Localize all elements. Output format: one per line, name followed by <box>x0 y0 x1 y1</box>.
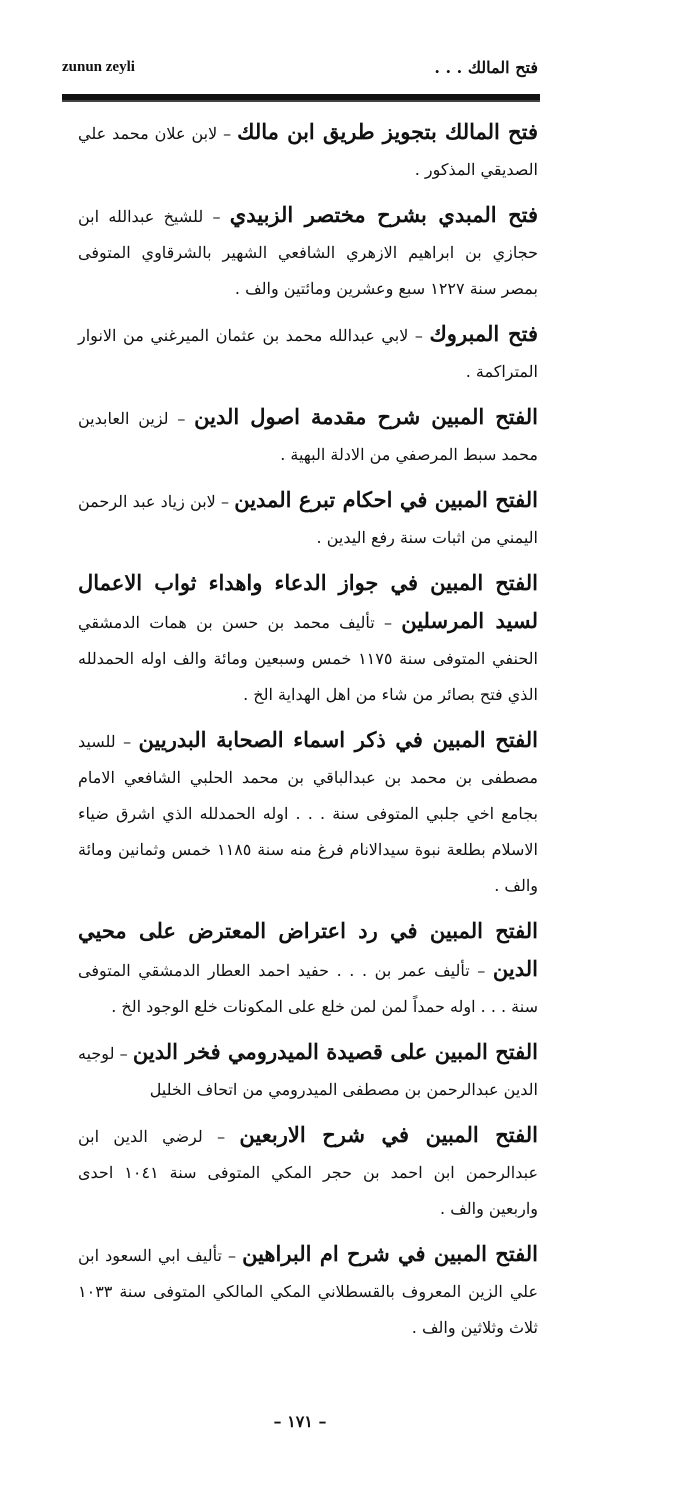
entry-title: فتح المبروك <box>429 321 538 346</box>
entry-body: – لزين العابدين محمد سبط المرصفي من الادلة البهية . <box>78 409 538 464</box>
page-number: – ١٧١ – <box>273 1412 327 1431</box>
entry <box>78 316 538 390</box>
entry-title: الفتح المبين في جواز الدعاء واهداء ثواب الاعمال لسيد المرسلين <box>78 570 538 633</box>
entry <box>78 1034 538 1108</box>
entry-body: – تأليف ابي السعود ابن علي الزين المعروف بالقسطلاني المكي المالكي المتوفى سنة ١٠٣٣ ثلاث وثلاثين والف . <box>78 1246 538 1337</box>
entry-title: الفتح المبين في ذكر اسماء الصحابة البدريين <box>138 727 539 752</box>
entry <box>78 197 538 307</box>
entry <box>78 913 538 1025</box>
entry-title: الفتح المبين في رد اعتراض المعترض على محيي الدين <box>78 918 538 981</box>
header-left-text: zunun zeyli <box>62 58 135 75</box>
entry-body: – تأليف محمد بن حسن بن همات الدمشقي الحنفي المتوفى سنة ١١٧٥ خمس وسبعين ومائة والف اوله الحمدلله الذي فتح بصائر من شاء من اهل الهداية الخ . <box>78 613 538 704</box>
entry-title: الفتح المبين على قصيدة الميدرومي فخر الدين <box>132 1039 539 1064</box>
header-rule <box>62 94 540 102</box>
entry-title: الفتح المبين في احكام تبرع المدين <box>234 487 539 512</box>
entry-body: – لوجيه الدين عبدالرحمن بن مصطفى الميدرومي من اتحاف الخليل <box>78 1044 538 1099</box>
entry-body: – لابن زياد عبد الرحمن اليمني من اثبات سنة رفع اليدين . <box>78 492 538 547</box>
entry <box>78 482 538 556</box>
entry <box>78 1117 538 1227</box>
entry-list <box>78 114 538 1355</box>
header-right-text: فتح المالك . . . <box>434 57 538 77</box>
entry-body: – للسيد مصطفى بن محمد بن عبدالباقي بن محمد الحلبي الشافعي الامام بجامع اخي جلبي المتوفى سنة . . . اوله الحمدلله الذي اشرق ضياء الاسلام بطلعة نبوة سيدالانام فرغ منه سنة ١١٨٥ خمس وثمانين ومائة والف . <box>78 732 539 895</box>
entry-title: الفتح المبين في شرح ام البراهين <box>242 1241 539 1266</box>
entry <box>78 1236 538 1346</box>
entry-body: – للشيخ عبدالله ابن حجازي بن ابراهيم الازهري الشافعي الشهير بالشرقاوي المتوفى بمصر سنة ١٢٢٧ سبع وعشرين ومائتين والف . <box>78 207 538 298</box>
entry-body: – لرضي الدين ابن عبدالرحمن ابن احمد بن حجر المكي المتوفى سنة ١٠٤١ احدى واربعين والف . <box>78 1127 539 1218</box>
entry-title: فتح المالك بتجويز طريق ابن مالك <box>237 119 538 144</box>
entry-body: – تأليف عمر بن . . . حفيد احمد العطار الدمشقي المتوفى سنة . . . اوله حمداً لمن لمن خلع على المكونات خلع الوجود الخ . <box>78 961 538 1016</box>
entry-title: الفتح المبين شرح مقدمة اصول الدين <box>194 404 538 429</box>
entry <box>78 114 538 188</box>
running-header <box>62 52 538 82</box>
entry-title: الفتح المبين في شرح الاربعين <box>239 1122 538 1147</box>
entry-body: – لابن علان محمد علي الصديقي المذكور . <box>78 124 538 179</box>
entry <box>78 399 538 473</box>
entry <box>78 565 538 713</box>
entry <box>78 722 538 904</box>
entry-body: – لابي عبدالله محمد بن عثمان الميرغني من الانوار المتراكمة . <box>78 326 538 381</box>
entry-title: فتح المبدي بشرح مختصر الزبيدي <box>229 202 538 227</box>
